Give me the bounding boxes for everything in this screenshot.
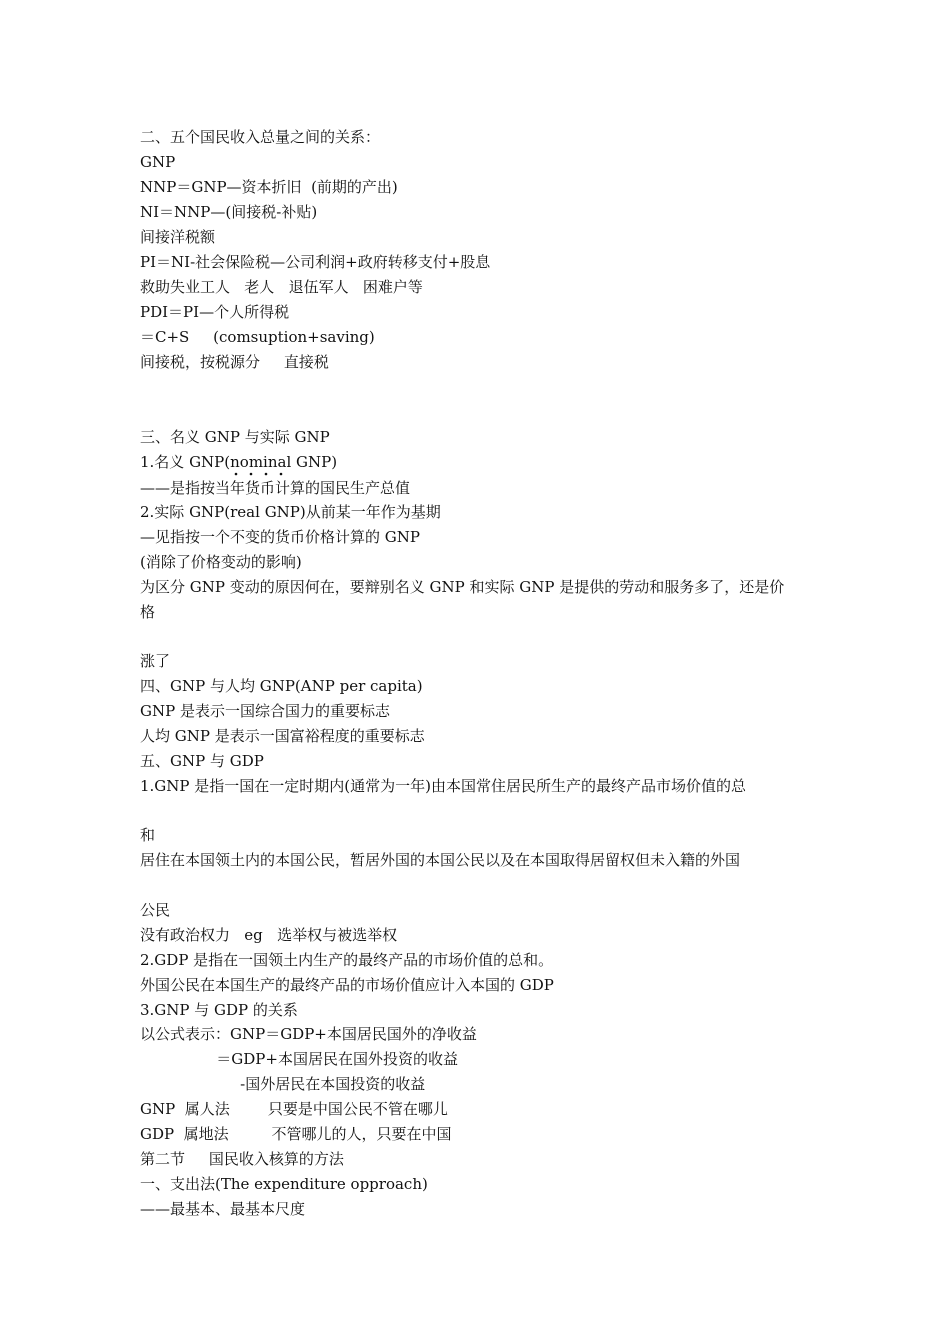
text-line: 没有政治权力 eg 选举权与被选举权 — [140, 926, 398, 944]
text-line: PI＝NI-社会保险税—公司利润+政府转移支付+股息 — [140, 253, 491, 271]
emphasis-dot — [265, 473, 268, 476]
text-line: ＝C+S (comsuption+saving) — [140, 328, 375, 346]
text-line: 外国公民在本国生产的最终产品的市场价值应计入本国的 GDP — [140, 976, 554, 994]
emphasis-dot — [250, 473, 253, 476]
text-line: 1.名义 GNP(nominal GNP) — [140, 453, 338, 471]
section-heading: 三、名义 GNP 与实际 GNP — [140, 428, 330, 446]
text-line: NI＝NNP—(间接税-补贴) — [140, 203, 318, 221]
text-line: 一、支出法(The expenditure opproach) — [140, 1175, 428, 1193]
text-line: 2.实际 GNP(real GNP)从前某一年作为基期 — [140, 503, 441, 521]
section-heading: 五、GNP 与 GDP — [140, 752, 264, 770]
text-line: —见指按一个不变的货币价格计算的 GNP — [140, 528, 420, 546]
emphasis-dot — [235, 473, 238, 476]
text-line: 和 — [140, 826, 156, 844]
text-line: 1.GNP 是指一国在一定时期内(通常为一年)由本国常住居民所生产的最终产品市场价值的总 — [140, 777, 746, 795]
emphasis-dots — [140, 470, 440, 478]
text-line: 救助失业工人 老人 退伍军人 困难户等 — [140, 278, 423, 296]
text-line: 间接税，按税源分 直接税 — [140, 353, 329, 371]
text-line: 人均 GNP 是表示一国富裕程度的重要标志 — [140, 727, 425, 745]
text-line: 公民 — [140, 901, 171, 919]
section-heading: 四、GNP 与人均 GNP(ANP per capita) — [140, 677, 423, 695]
text-line: 居住在本国领土内的本国公民，暂居外国的本国公民以及在本国取得居留权但未入籍的外国 — [140, 851, 741, 869]
text-line: GNP 是表示一国综合国力的重要标志 — [140, 702, 390, 720]
section-heading: 二、五个国民收入总量之间的关系： — [140, 128, 381, 146]
formula-line: 以公式表示：GNP＝GDP+本国居民国外的净收益 — [140, 1025, 477, 1043]
text-line: 涨了 — [140, 652, 171, 670]
text-line: GDP 属地法 不管哪儿的人，只要在中国 — [140, 1125, 452, 1143]
text-line: (消除了价格变动的影响) — [140, 553, 302, 571]
text-line: NNP＝GNP—资本折旧 (前期的产出) — [140, 178, 398, 196]
formula-line: -国外居民在本国投资的收益 — [140, 1075, 426, 1093]
text-line: 2.GDP 是指在一国领土内生产的最终产品的市场价值的总和。 — [140, 951, 554, 969]
formula-line: ＝GDP+本国居民在国外投资的收益 — [140, 1050, 458, 1068]
text-line: 3.GNP 与 GDP 的关系 — [140, 1001, 298, 1019]
section-heading: 第二节 国民收入核算的方法 — [140, 1150, 344, 1168]
text-line: GNP 属人法 只要是中国公民不管在哪儿 — [140, 1100, 448, 1118]
emphasis-dot — [280, 473, 283, 476]
text-line: GNP — [140, 153, 176, 171]
text-line: PDI＝PI—个人所得税 — [140, 303, 290, 321]
text-line: ——是指按当年货币计算的国民生产总值 — [140, 479, 411, 497]
text-line: 间接洋税额 — [140, 228, 216, 246]
text-line: 格 — [140, 603, 156, 621]
text-line: 为区分 GNP 变动的原因何在，要辩别名义 GNP 和实际 GNP 是提供的劳动和服务多了，还是价 — [140, 578, 785, 596]
text-line: ——最基本、最基本尺度 — [140, 1200, 306, 1218]
